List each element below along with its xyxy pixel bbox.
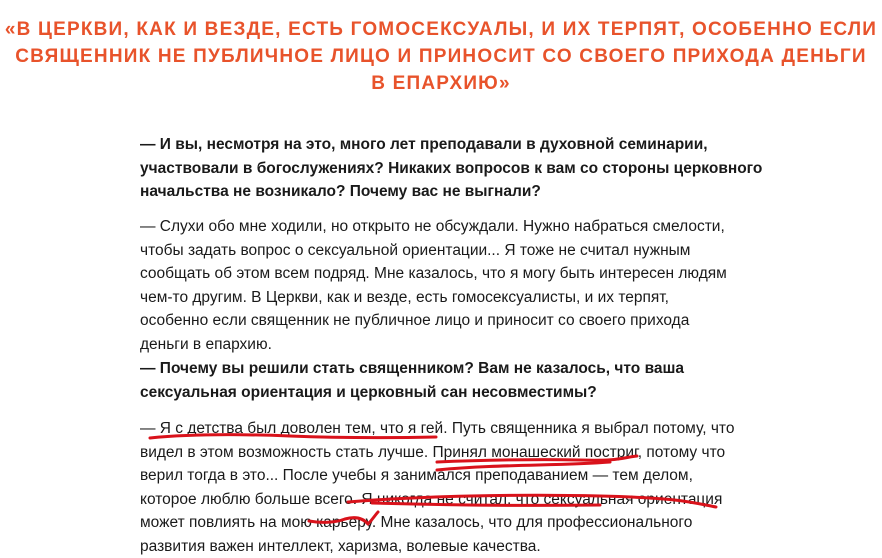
- text-line: чтобы задать вопрос о сексуальной ориентации... Я тоже не считал нужным: [140, 241, 691, 259]
- text-line: — Я с детства был доволен тем, что я гей. Путь священника я выбрал потому, что: [140, 420, 735, 437]
- text-line: — И вы, несмотря на это, много лет преподавали в духовной семинарии,: [140, 136, 708, 153]
- text-line: — Почему вы решили стать священником? Вам не казалось, что ваша: [140, 360, 685, 377]
- text-line: чем-то другим. В Церкви, как и везде, есть гомосексуалисты, и их терпят,: [140, 288, 669, 306]
- headline-line: «В ЦЕРКВИ, КАК И ВЕЗДЕ, ЕСТЬ ГОМОСЕКСУАЛЫ, И ИХ ТЕРПЯТ, ОСОБЕННО ЕСЛИ: [4, 19, 878, 40]
- text-line: участвовали в богослужениях? Никаких вопросов к вам со стороны церковного: [140, 159, 763, 177]
- text-line: развития важен интеллект, харизма, волевые качества.: [140, 537, 541, 555]
- headline: [0, 16, 882, 97]
- interview-question: [140, 133, 762, 204]
- text-line: сообщать об этом всем подряд. Мне казалось, что я могу быть интересен людям: [140, 265, 727, 282]
- text-line: верил тогда в это... После учебы я занимался преподаванием — тем делом,: [140, 467, 693, 484]
- headline-line: СВЯЩЕННИК НЕ ПУБЛИЧНОЕ ЛИЦО И ПРИНОСИТ СО СВОЕГО ПРИХОДА ДЕНЬГИ: [15, 46, 867, 67]
- interview-answer: [140, 215, 727, 356]
- interview-question: [140, 357, 684, 404]
- text-line: сексуальная ориентация и церковный сан несовместимы?: [140, 383, 597, 401]
- text-line: начальства не возникало? Почему вас не выгнали?: [140, 183, 541, 200]
- headline-line: В ЕПАРХИЮ»: [371, 73, 511, 94]
- text-line: деньги в епархию.: [140, 335, 272, 353]
- text-line: видел в этом возможность стать лучше. Принял монашеский постриг, потому что: [140, 443, 726, 461]
- text-line: — Слухи обо мне ходили, но открыто не обсуждали. Нужно набраться смелости,: [140, 218, 725, 235]
- text-line: особенно если священник не публичное лицо и приносит со своего прихода: [140, 312, 690, 329]
- text-line: которое люблю больше всего. Я никогда не считал, что сексуальная ориентация: [140, 490, 723, 508]
- text-line: может повлиять на мою карьеру. Мне казалось, что для профессионального: [140, 514, 693, 531]
- interview-answer: [140, 417, 734, 558]
